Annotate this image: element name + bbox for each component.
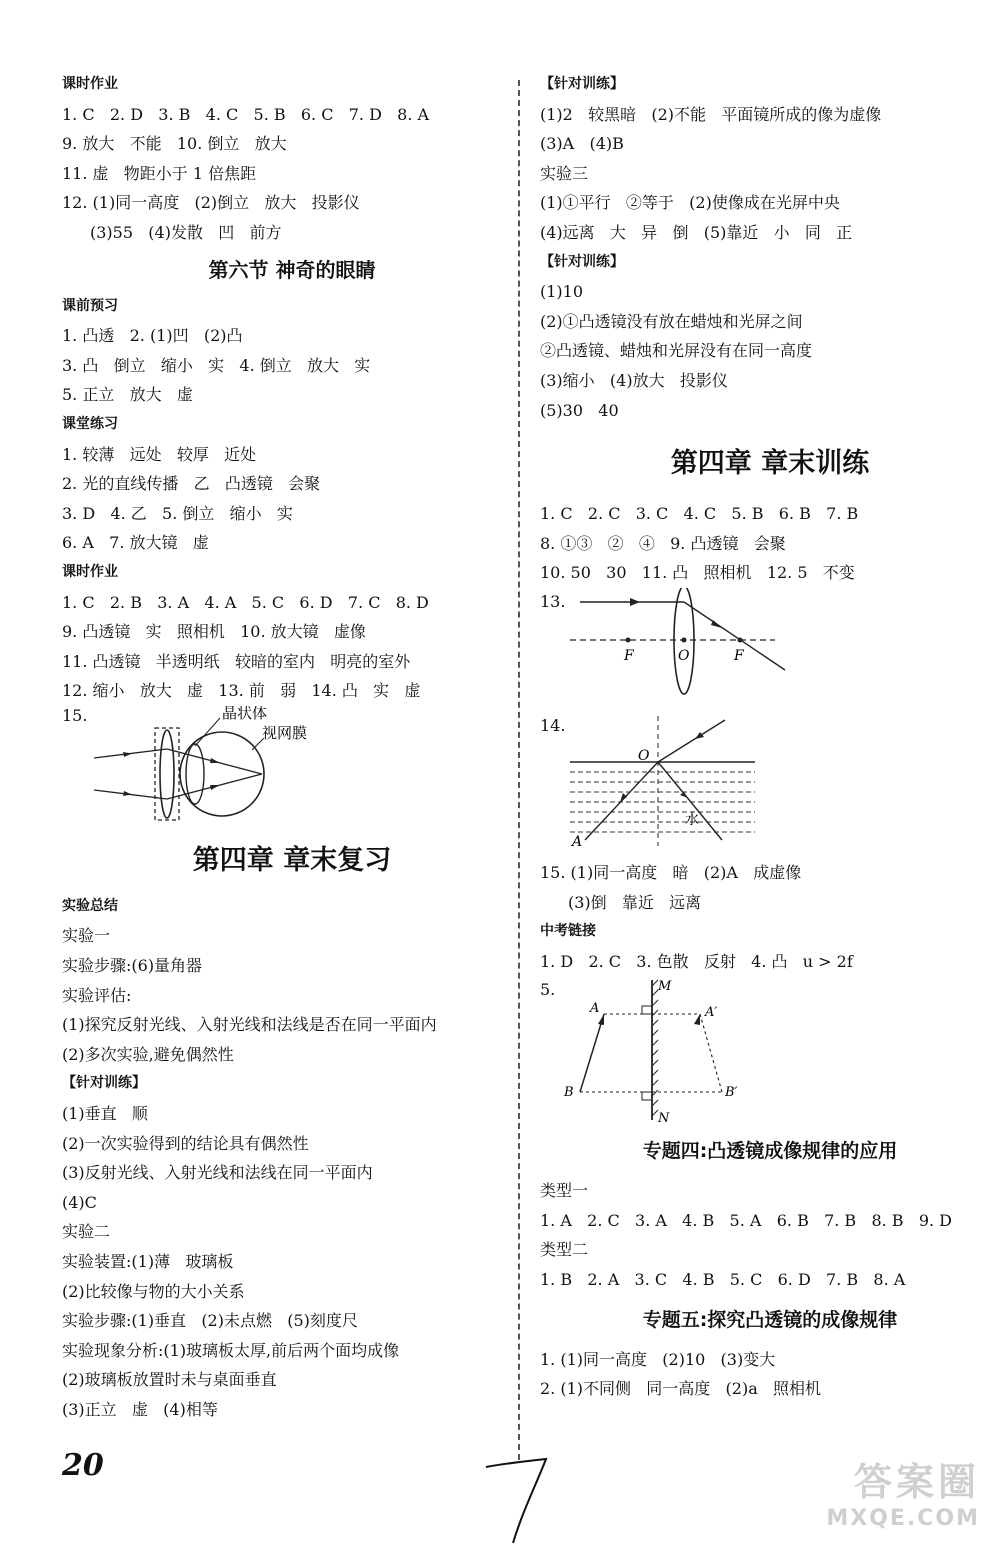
answer-line: (3)A (4)B [540, 134, 624, 154]
left-column [62, 70, 522, 1425]
mirror-label-m: M [658, 979, 672, 995]
answer-line: 1. C 2. B 3. A 4. A 5. C 6. D 7. C 8. D [62, 592, 429, 612]
point-a-prime-label: A′ [705, 1005, 718, 1021]
answer-line: 12. 缩小 放大 虚 13. 前 弱 14. 凸 实 虚 [62, 681, 421, 701]
answer-line: 9. 放大 不能 10. 倒立 放大 [62, 134, 287, 154]
answer-line: (2)①凸透镜没有放在蜡烛和光屏之间 [540, 311, 803, 331]
answer-line: 12. (1)同一高度 (2)倒立 放大 投影仪 [62, 193, 360, 213]
lens-ray-diagram-svg [570, 588, 800, 708]
answer-line: (3)55 (4)发散 凹 前方 [90, 222, 282, 242]
answer-line: (1)2 较黑暗 (2)不能 平面镜所成的像为虚像 [540, 104, 882, 124]
section-heading: 课前预习 [62, 297, 118, 314]
answer-line: 1. D 2. C 3. 色散 反射 4. 凸 u > 2f [540, 951, 853, 971]
answer-line: (2)一次实验得到的结论具有偶然性 [62, 1133, 309, 1153]
answer-line: 1. 凸透 2. (1)凹 (2)凸 [62, 326, 243, 346]
answer-line: (3)反射光线、入射光线和法线在同一平面内 [62, 1163, 373, 1183]
answer-line: 实验现象分析:(1)玻璃板太厚,前后两个面均成像 [62, 1340, 400, 1360]
refraction-diagram-svg [570, 712, 760, 852]
training-heading: 【针对训练】 [540, 253, 624, 270]
center-label: O [678, 647, 690, 664]
handwritten-mark [478, 1455, 568, 1545]
answer-line: 实验评估: [62, 985, 132, 1005]
lens-ray-diagram [540, 588, 1000, 708]
point-a-label: A [572, 833, 583, 850]
focus-label-right: F [734, 647, 744, 664]
point-o-label: O [638, 747, 650, 764]
answer-line: (2)玻璃板放置时未与桌面垂直 [62, 1370, 277, 1390]
answer-line: (4)远离 大 异 倒 (5)靠近 小 同 正 [540, 222, 853, 242]
answer-line: 1. B 2. A 3. C 4. B 5. C 6. D 7. B 8. A [540, 1270, 906, 1290]
answer-line: 类型二 [540, 1240, 589, 1260]
answer-line: (5)30 40 [540, 400, 619, 420]
answer-line: 类型一 [540, 1181, 589, 1201]
chapter-title: 第四章 章末训练 [670, 448, 870, 480]
figure-number: 15. [62, 705, 88, 725]
answer-line: 9. 凸透镜 实 照相机 10. 放大镜 虚像 [62, 622, 366, 642]
answer-line: 2. 光的直线传播 乙 凸透镜 会聚 [62, 474, 321, 494]
lens-label: 晶状体 [222, 705, 268, 722]
answer-line: 6. A 7. 放大镜 虚 [62, 533, 209, 553]
answer-line: (1)10 [540, 282, 584, 302]
section-heading: 实验总结 [62, 897, 118, 914]
answer-line: 实验步骤:(6)量角器 [62, 956, 203, 976]
answer-line: 11. 虚 物距小于 1 倍焦距 [62, 163, 257, 183]
answer-line: (2)比较像与物的大小关系 [62, 1281, 245, 1301]
answer-line: 实验三 [540, 163, 589, 183]
water-label: 水 [685, 811, 699, 828]
section-heading: 课堂练习 [62, 415, 118, 432]
answer-line: 11. 凸透镜 半透明纸 较暗的室内 明亮的室外 [62, 651, 411, 671]
refraction-diagram [540, 712, 1000, 852]
section-heading: 中考链接 [540, 923, 596, 940]
answer-line: (3)正立 虚 (4)相等 [62, 1399, 218, 1419]
answer-line: 1. 较薄 远处 较厚 近处 [62, 444, 257, 464]
answer-line: 实验步骤:(1)垂直 (2)未点燃 (5)刻度尺 [62, 1311, 358, 1331]
answer-line: (1)①平行 ②等于 (2)使像成在光屏中央 [540, 193, 840, 213]
retina-label: 视网膜 [262, 723, 308, 742]
training-heading: 【针对训练】 [540, 76, 624, 92]
answer-line: 5. 正立 放大 虚 [62, 385, 193, 405]
answer-line: (3)倒 靠近 远离 [568, 892, 702, 912]
section-title: 第六节 神奇的眼睛 [208, 257, 376, 282]
topic-title: 专题五:探究凸透镜的成像规律 [642, 1308, 898, 1331]
figure-number: 14. [540, 715, 566, 735]
point-b-label: B [564, 1085, 574, 1101]
watermark-url: MXQE.COM [826, 1506, 980, 1531]
answer-line: 1. C 2. D 3. B 4. C 5. B 6. C 7. D 8. A [62, 104, 430, 124]
right-column [540, 70, 1000, 1404]
figure-number: 5. [540, 980, 556, 1000]
answer-line: 10. 50 30 11. 凸 照相机 12. 5 不变 [540, 563, 855, 583]
point-b-prime-label: B′ [725, 1085, 738, 1101]
watermark [826, 1451, 980, 1531]
answer-line: (1)垂直 顺 [62, 1104, 148, 1124]
answer-line: (1)探究反射光线、入射光线和法线是否在同一平面内 [62, 1015, 437, 1035]
answer-line: 1. (1)同一高度 (2)10 (3)变大 [540, 1349, 776, 1369]
mirror-diagram-svg [560, 976, 790, 1126]
answer-line: 实验装置:(1)薄 玻璃板 [62, 1252, 234, 1271]
training-heading: 【针对训练】 [62, 1075, 146, 1092]
chapter-title: 第四章 章末复习 [192, 844, 392, 876]
point-a-label: A [590, 1001, 600, 1017]
mirror-label-n: N [658, 1111, 670, 1127]
answer-line: 实验一 [62, 926, 111, 946]
answer-line: (3)缩小 (4)放大 投影仪 [540, 370, 728, 390]
page-number: 20 [62, 1448, 104, 1483]
answer-line: ②凸透镜、蜡烛和光屏没有在同一高度 [540, 341, 813, 361]
mirror-diagram [540, 976, 1000, 1126]
answer-line: (4)C [62, 1192, 97, 1212]
focus-label-left: F [624, 647, 634, 664]
answer-line: 1. A 2. C 3. A 4. B 5. A 6. B 7. B 8. B 9. D [540, 1210, 952, 1230]
answer-line: 2. (1)不同侧 同一高度 (2)a 照相机 [540, 1379, 821, 1399]
answer-line: 3. D 4. 乙 5. 倒立 缩小 实 [62, 503, 293, 523]
answer-line: 1. C 2. C 3. C 4. C 5. B 6. B 7. B [540, 504, 859, 524]
answer-line: 15. (1)同一高度 暗 (2)A 成虚像 [540, 862, 802, 882]
answer-line: 3. 凸 倒立 缩小 实 4. 倒立 放大 实 [62, 355, 371, 375]
answer-line: 8. ①③ ② ④ 9. 凸透镜 会聚 [540, 533, 786, 553]
answer-line: (2)多次实验,避免偶然性 [62, 1044, 234, 1064]
watermark-text: 答案圈 [853, 1460, 980, 1504]
topic-title: 专题四:凸透镜成像规律的应用 [642, 1140, 898, 1163]
figure-number: 13. [540, 591, 566, 611]
section-heading: 课时作业 [62, 76, 118, 92]
eye-diagram [62, 706, 522, 824]
section-heading: 课时作业 [62, 563, 118, 580]
eye-diagram-svg [92, 706, 392, 824]
answer-line: 实验二 [62, 1222, 111, 1242]
